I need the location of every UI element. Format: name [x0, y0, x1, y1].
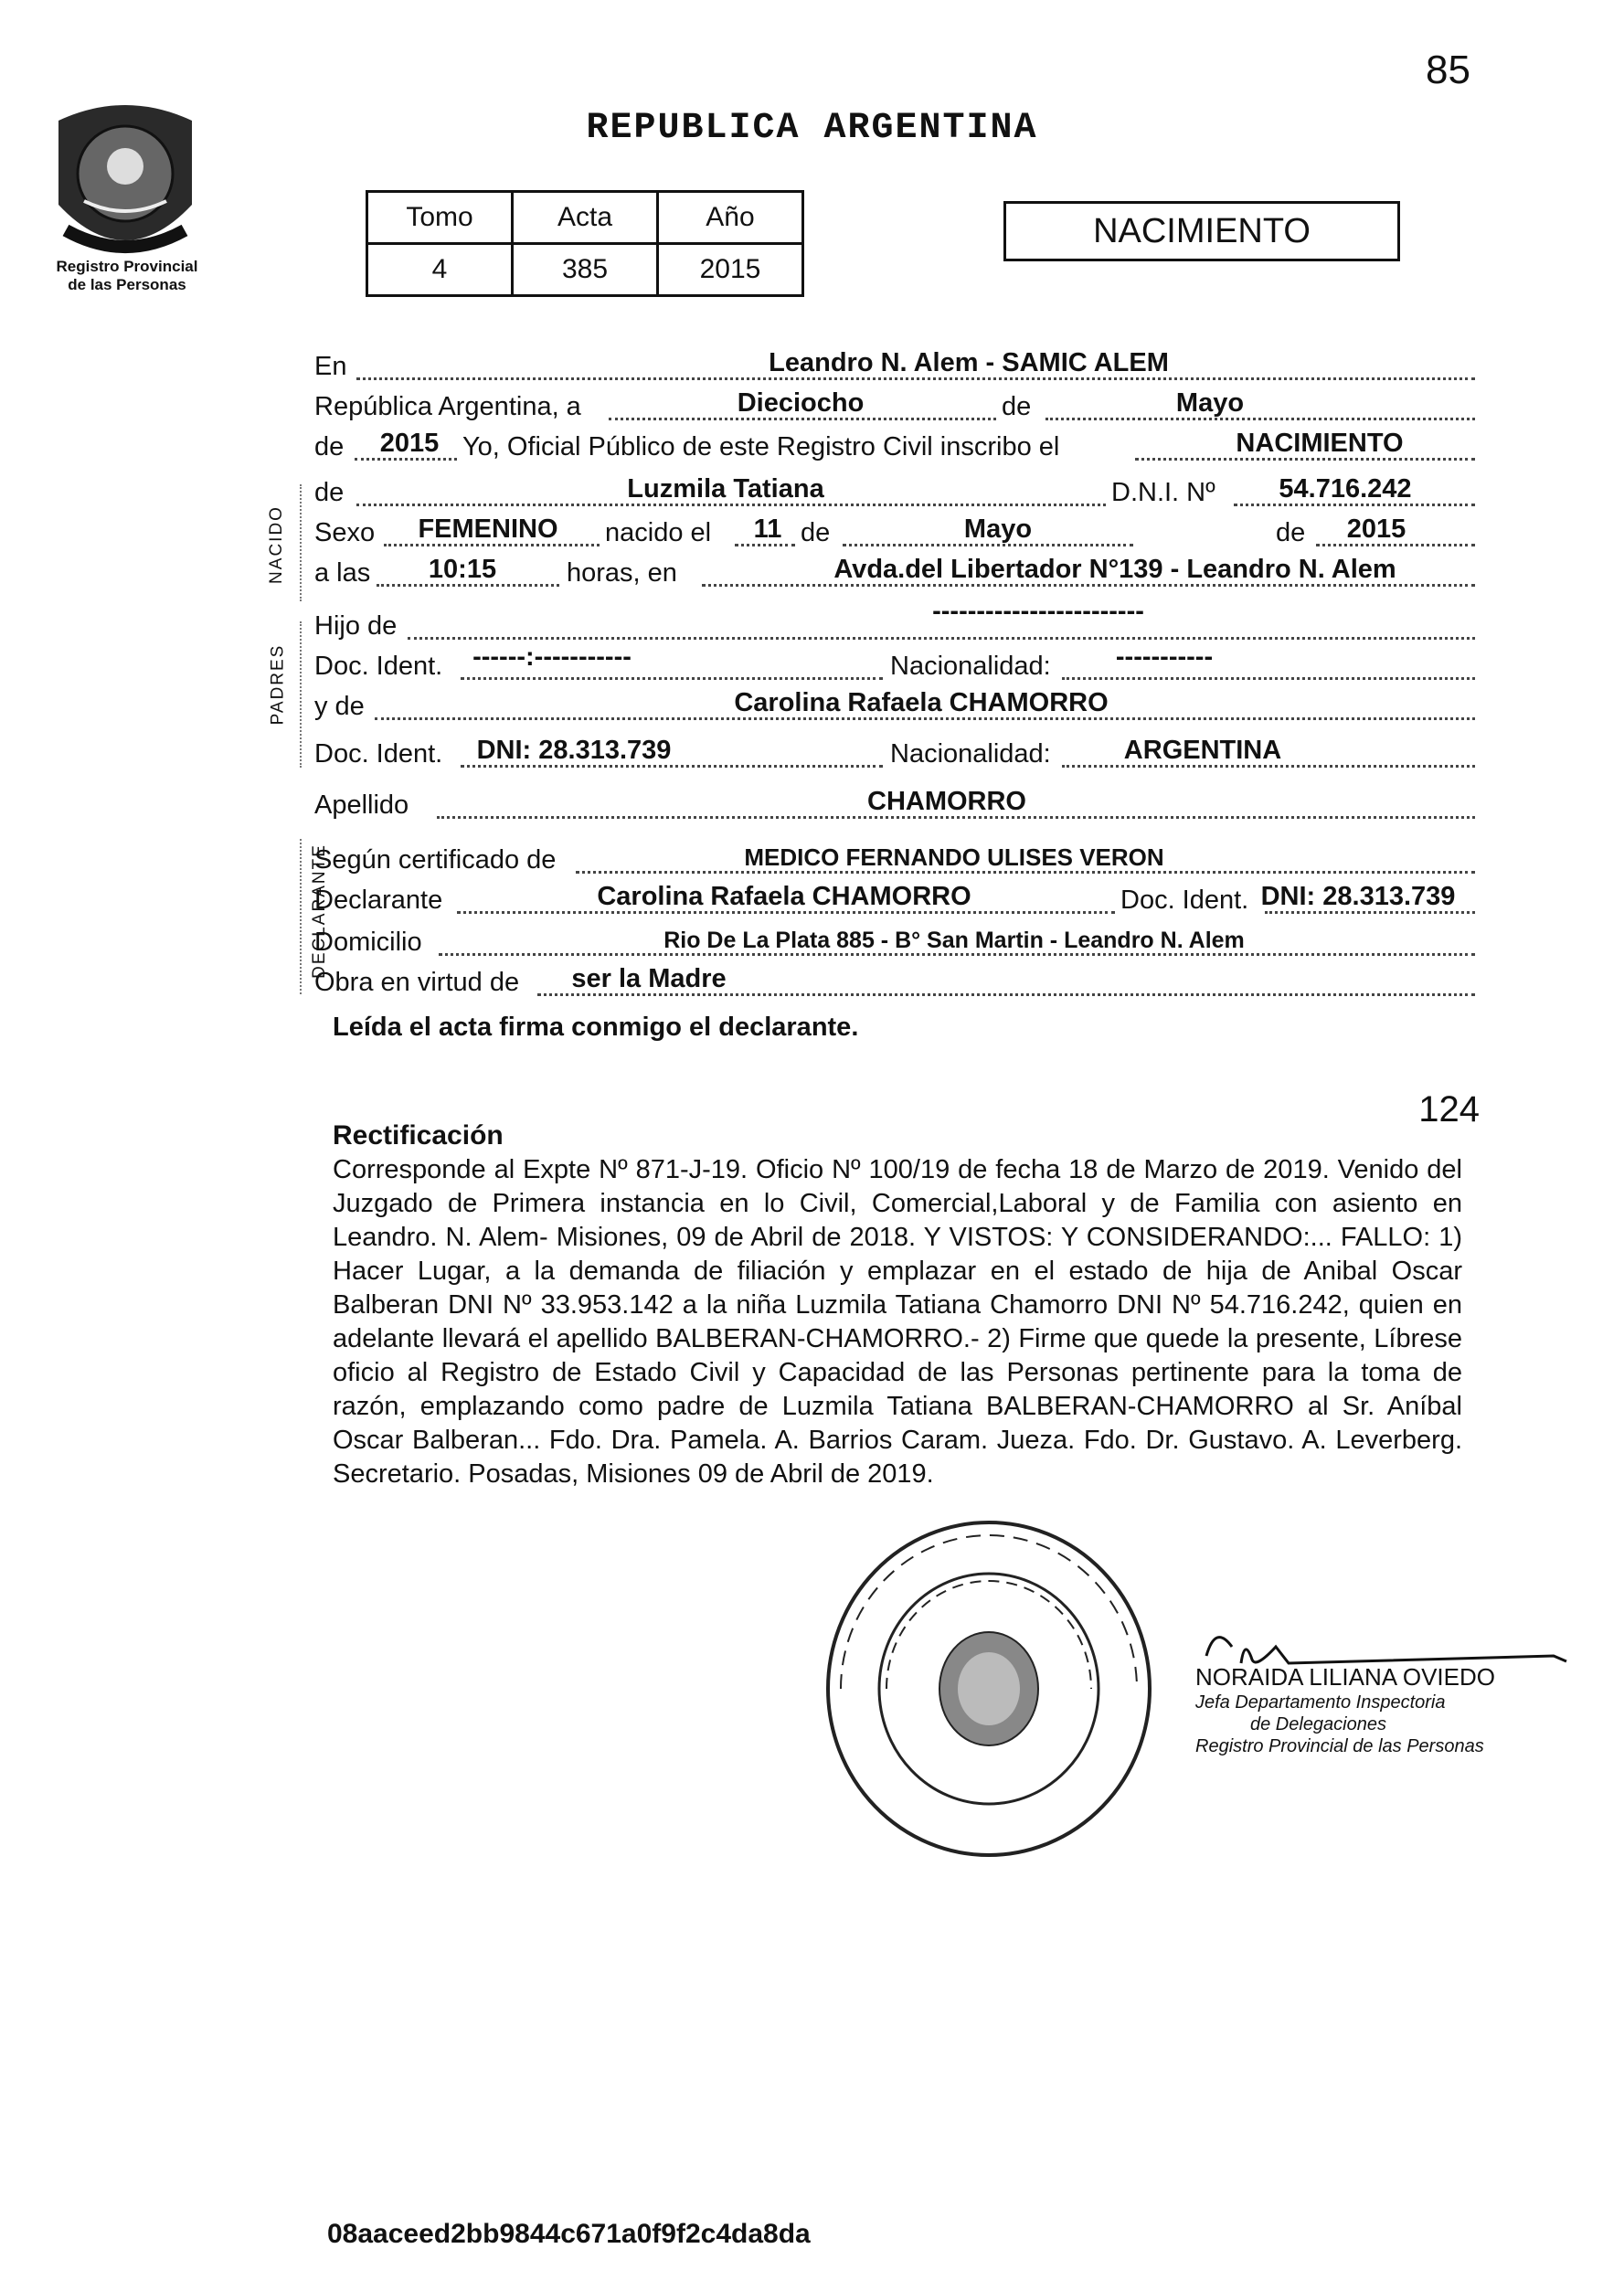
- fill: [1046, 418, 1475, 420]
- capacity-label: Obra en virtud de: [314, 968, 520, 997]
- birth-day: 11: [753, 514, 782, 544]
- surname-value: CHAMORRO: [867, 787, 1026, 816]
- doc-label: Doc. Ident.: [314, 739, 443, 769]
- father-label: Hijo de: [314, 611, 398, 641]
- mother-label: y de: [314, 692, 365, 721]
- divider-born: [300, 484, 302, 601]
- declarant-doc: DNI: 28.313.739: [1260, 882, 1456, 911]
- row-mother-doc: [314, 733, 1475, 773]
- row-mother: [314, 685, 1475, 726]
- de-label: de: [314, 432, 345, 461]
- official-stamp-icon: [823, 1517, 1155, 1861]
- side-number: 124: [1418, 1089, 1480, 1130]
- nationality-label: Nacionalidad:: [890, 739, 1051, 769]
- year-value: 2015: [658, 244, 803, 296]
- fill: [408, 637, 1475, 640]
- en-label: En: [314, 352, 347, 381]
- tomo-label: Tomo: [367, 192, 513, 244]
- row-surname: [314, 784, 1475, 824]
- fill: [1265, 911, 1475, 914]
- birth-place: Avda.del Libertador N°139 - Leandro N. Alem: [833, 555, 1396, 584]
- row-child: [314, 472, 1475, 512]
- side-label-declarant-text: DECLARANTE: [309, 843, 329, 979]
- rectification-title: Rectificación: [333, 1120, 504, 1151]
- row-father-doc: [314, 642, 1475, 685]
- at-label: a las: [314, 558, 371, 588]
- dni-label: D.N.I. Nº: [1111, 478, 1215, 507]
- signatory-title-1: Jefa Departamento Inspectoria: [1195, 1692, 1446, 1713]
- record-type-box: NACIMIENTO: [1003, 201, 1400, 261]
- signatory-title-3: Registro Provincial de las Personas: [1195, 1736, 1484, 1756]
- address-label: Domicilio: [314, 928, 422, 957]
- registry-name: Registro Provincial: [56, 258, 198, 275]
- row-certificate: [314, 839, 1475, 879]
- born-label: nacido el: [605, 518, 712, 547]
- father-nationality: -----------: [1115, 642, 1214, 672]
- divider-declarant: [300, 839, 302, 994]
- year-label: Año: [658, 192, 803, 244]
- child-name: Luzmila Tatiana: [627, 474, 824, 504]
- birth-month: Mayo: [963, 514, 1033, 544]
- acta-label: Acta: [513, 192, 658, 244]
- mother-nationality: ARGENTINA: [1123, 736, 1282, 765]
- side-label-parents-text: PADRES: [268, 643, 288, 726]
- signatory-name: NORAIDA LILIANA OVIEDO: [1195, 1663, 1495, 1691]
- officer-text: Yo, Oficial Público de este Registro Civil inscribo el: [462, 432, 1060, 461]
- fill: [1062, 677, 1475, 680]
- mother-doc: DNI: 28.313.739: [476, 736, 672, 765]
- row-date: [314, 386, 1475, 426]
- row-declarant: [314, 879, 1475, 919]
- row-father: [314, 597, 1475, 645]
- declarant-label: Declarante: [314, 886, 443, 915]
- row-sex-birth: [314, 512, 1475, 552]
- father-doc: ------:-----------: [472, 642, 632, 672]
- row-place: [314, 345, 1475, 386]
- registry-caption: [40, 258, 214, 294]
- de-label: de: [1002, 392, 1032, 421]
- acta-value: 385: [513, 244, 658, 296]
- sex-label: Sexo: [314, 518, 376, 547]
- republic-label: República Argentina, a: [314, 392, 581, 421]
- de-label: de: [801, 518, 831, 547]
- row-officer: [314, 426, 1475, 466]
- father-name: ------------------------: [932, 597, 1144, 626]
- child-dni: 54.716.242: [1279, 474, 1412, 504]
- rectification-body: Corresponde al Expte Nº 871-J-19. Oficio Nº 100/19 de fecha 18 de Marzo de 2019. Venido del Juzgado de Primera instancia en lo Civil, Comercial,Laboral y de Familia con asiento en Leandro. N. Alem- Misiones, 09 de Abril de 2018. Y VISTOS: Y CONSIDERANDO:... FALLO: 1) Hacer Lugar, a la demanda de filiación y emplazar en el estado de hija de Anibal Oscar Balberan DNI Nº 33.953.142 a la niña Luzmila Tatiana Chamorro DNI Nº 54.716.242, quien en adelante llevará el apellido BALBERAN-CHAMORRO.- 2) Firme que quede la presente, Líbrese oficio al Registro de Estado Civil y Capacidad de las Personas pertinente para la toma de razón, emplazando como padre de Luzmila Tatiana BALBERAN-CHAMORRO al Sr. Aníbal Oscar Balberan... Fdo. Dra. Pamela. A. Barrios Caram. Jueza. Fdo. Dr. Gustavo. A. Leverberg. Secretario. Posadas, Misiones 09 de Abril de 2019.: [333, 1155, 1462, 1489]
- row-time-place: [314, 552, 1475, 592]
- page-number: 85: [1426, 48, 1470, 92]
- signatory-title-2: de Delegaciones: [1250, 1714, 1386, 1734]
- row-address: [314, 921, 1475, 961]
- declarant-name: Carolina Rafaela CHAMORRO: [597, 882, 971, 911]
- doc-label: Doc. Ident.: [314, 652, 443, 681]
- province-seal-icon: [48, 93, 203, 267]
- place-value: Leandro N. Alem - SAMIC ALEM: [769, 348, 1169, 377]
- de-label: de: [1276, 518, 1306, 547]
- nationality-label: Nacionalidad:: [890, 652, 1051, 681]
- birth-time: 10:15: [428, 555, 497, 584]
- divider-parents: [300, 621, 302, 768]
- mother-name: Carolina Rafaela CHAMORRO: [734, 688, 1109, 717]
- birth-year: 2015: [1346, 514, 1406, 544]
- sex-value: FEMENINO: [418, 514, 558, 544]
- doc-label: Doc. Ident.: [1120, 886, 1249, 915]
- surname-label: Apellido: [314, 790, 409, 820]
- de-label: de: [314, 478, 345, 507]
- day-value: Dieciocho: [737, 388, 865, 418]
- document-hash: 08aaceed2bb9844c671a0f9f2c4da8da: [327, 2219, 811, 2249]
- address-value: Rio De La Plata 885 - B° San Martin - Leandro N. Alem: [663, 928, 1245, 953]
- country-heading: REPUBLICA ARGENTINA: [586, 108, 1038, 149]
- hours-label: horas, en: [567, 558, 677, 588]
- reference-table: [366, 190, 804, 297]
- capacity-value: ser la Madre: [571, 964, 727, 993]
- registry-subtitle: de las Personas: [68, 276, 186, 293]
- month-value: Mayo: [1175, 388, 1245, 418]
- certificate-value: MEDICO FERNANDO ULISES VERON: [744, 843, 1164, 871]
- side-label-born-text: NACIDO: [266, 505, 286, 584]
- tomo-value: 4: [367, 244, 513, 296]
- record-kind-value: NACIMIENTO: [1236, 429, 1404, 458]
- year-registered: 2015: [379, 429, 440, 458]
- certificate-label: Según certificado de: [314, 845, 557, 875]
- read-statement: Leída el acta firma conmigo el declarante.: [333, 1013, 859, 1042]
- fill: [461, 677, 883, 680]
- row-capacity: [314, 961, 1475, 1002]
- signatory: [1195, 1663, 1495, 1757]
